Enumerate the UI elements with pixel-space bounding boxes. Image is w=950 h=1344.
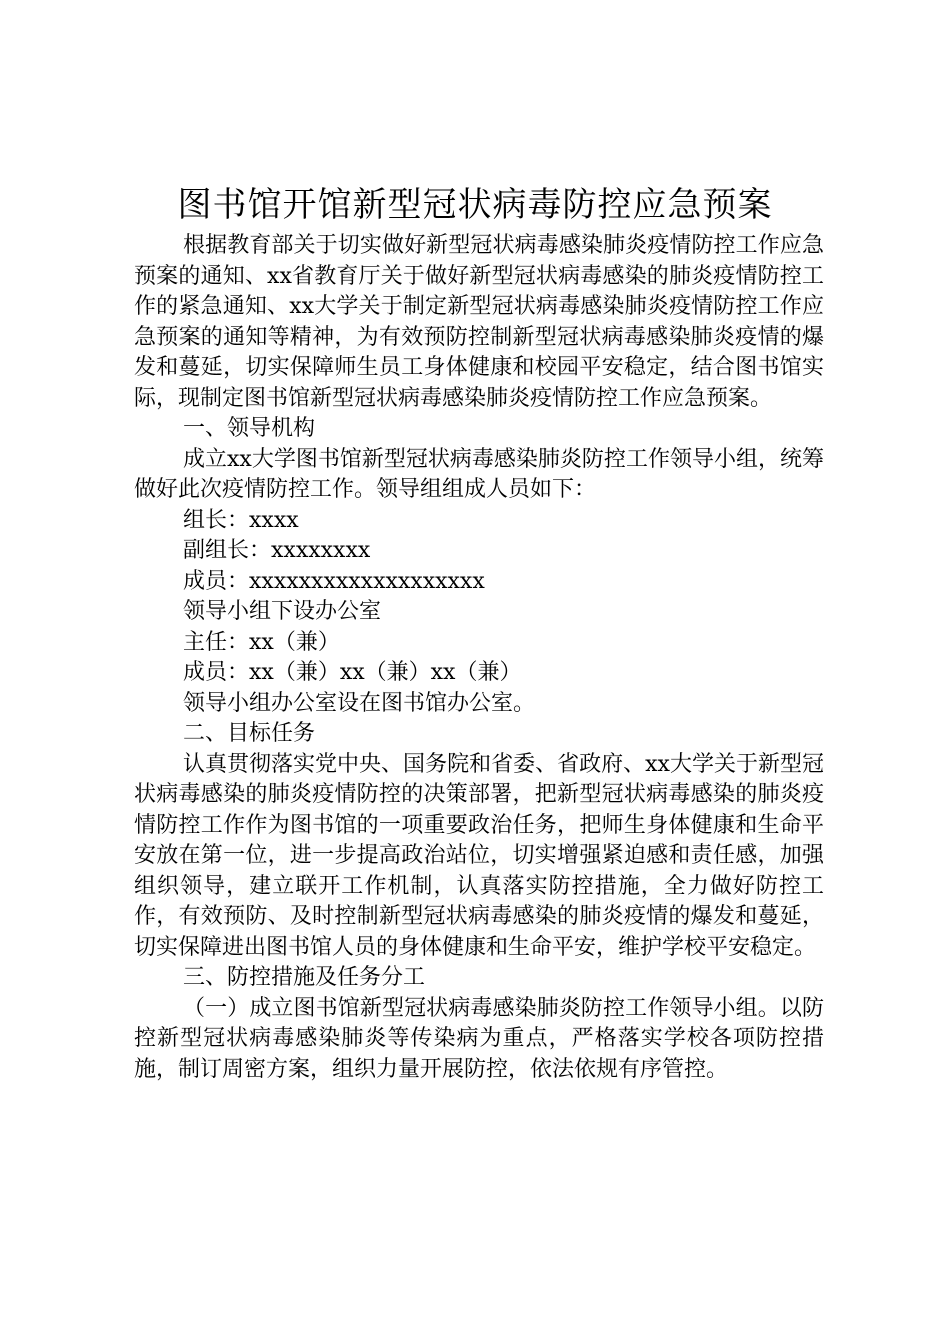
office-members-line: 成员：xx（兼）xx（兼）xx（兼） bbox=[183, 660, 522, 685]
office-heading: 领导小组下设办公室 bbox=[183, 599, 382, 624]
leader-line: 组长：xxxx bbox=[183, 507, 299, 533]
office-location-line: 领导小组办公室设在图书馆办公室。 bbox=[183, 690, 536, 716]
section-2-heading: 二、目标任务 bbox=[183, 721, 316, 746]
intro-paragraph: 根据教育部关于切实做好新型冠状病毒感染肺炎疫情防控工作应急预案的通知、xx省教育厅关于做好新型冠状病毒感染的肺炎疫情防控工作的紧急通知、xx大学关于制定新型冠状病毒感染肺炎疫情防控工作应急预案的通知等精神，为有效预防控制新型冠状病毒感染肺炎疫情的爆发和蔓延，切实保障师生员工身体健康和校园平安稳定，结合图书馆实际，现制定图书馆新型冠状病毒感染肺炎疫情防控工作应急预案。 bbox=[134, 233, 824, 411]
document-body bbox=[134, 231, 824, 1085]
section-3-item-1: （一）成立图书馆新型冠状病毒感染肺炎防控工作领导小组。以防控新型冠状病毒感染肺炎等传染病为重点，严格落实学校各项防控措施，制订周密方案，组织力量开展防控，依法依规有序管控。 bbox=[134, 995, 824, 1082]
document-title: 图书馆开馆新型冠状病毒防控应急预案 bbox=[177, 185, 773, 225]
section-1-paragraph: 成立xx大学图书馆新型冠状病毒感染肺炎防控工作领导小组，统筹做好此次疫情防控工作。领导组组成人员如下： bbox=[134, 446, 824, 502]
deputy-leader-line: 副组长：xxxxxxxx bbox=[183, 538, 371, 563]
members-line: 成员：xxxxxxxxxxxxxxxxxxx bbox=[183, 568, 485, 594]
section-3-heading: 三、防控措施及任务分工 bbox=[183, 965, 426, 990]
director-line: 主任：xx（兼） bbox=[183, 629, 340, 655]
section-1-heading: 一、领导机构 bbox=[183, 416, 316, 441]
section-2-paragraph: 认真贯彻落实党中央、国务院和省委、省政府、xx大学关于新型冠状病毒感染的肺炎疫情防控的决策部署，把新型冠状病毒感染的肺炎疫情防控工作作为图书馆的一项重要政治任务，把师生身体健康和生命平安放在第一位，进一步提高政治站位，切实增强紧迫感和责任感，加强组织领导，建立联开工作机制，认真落实防控措施，全力做好防控工作，有效预防、及时控制新型冠状病毒感染的肺炎疫情的爆发和蔓延，切实保障进出图书馆人员的身体健康和生命平安，维护学校平安稳定。 bbox=[134, 751, 824, 960]
